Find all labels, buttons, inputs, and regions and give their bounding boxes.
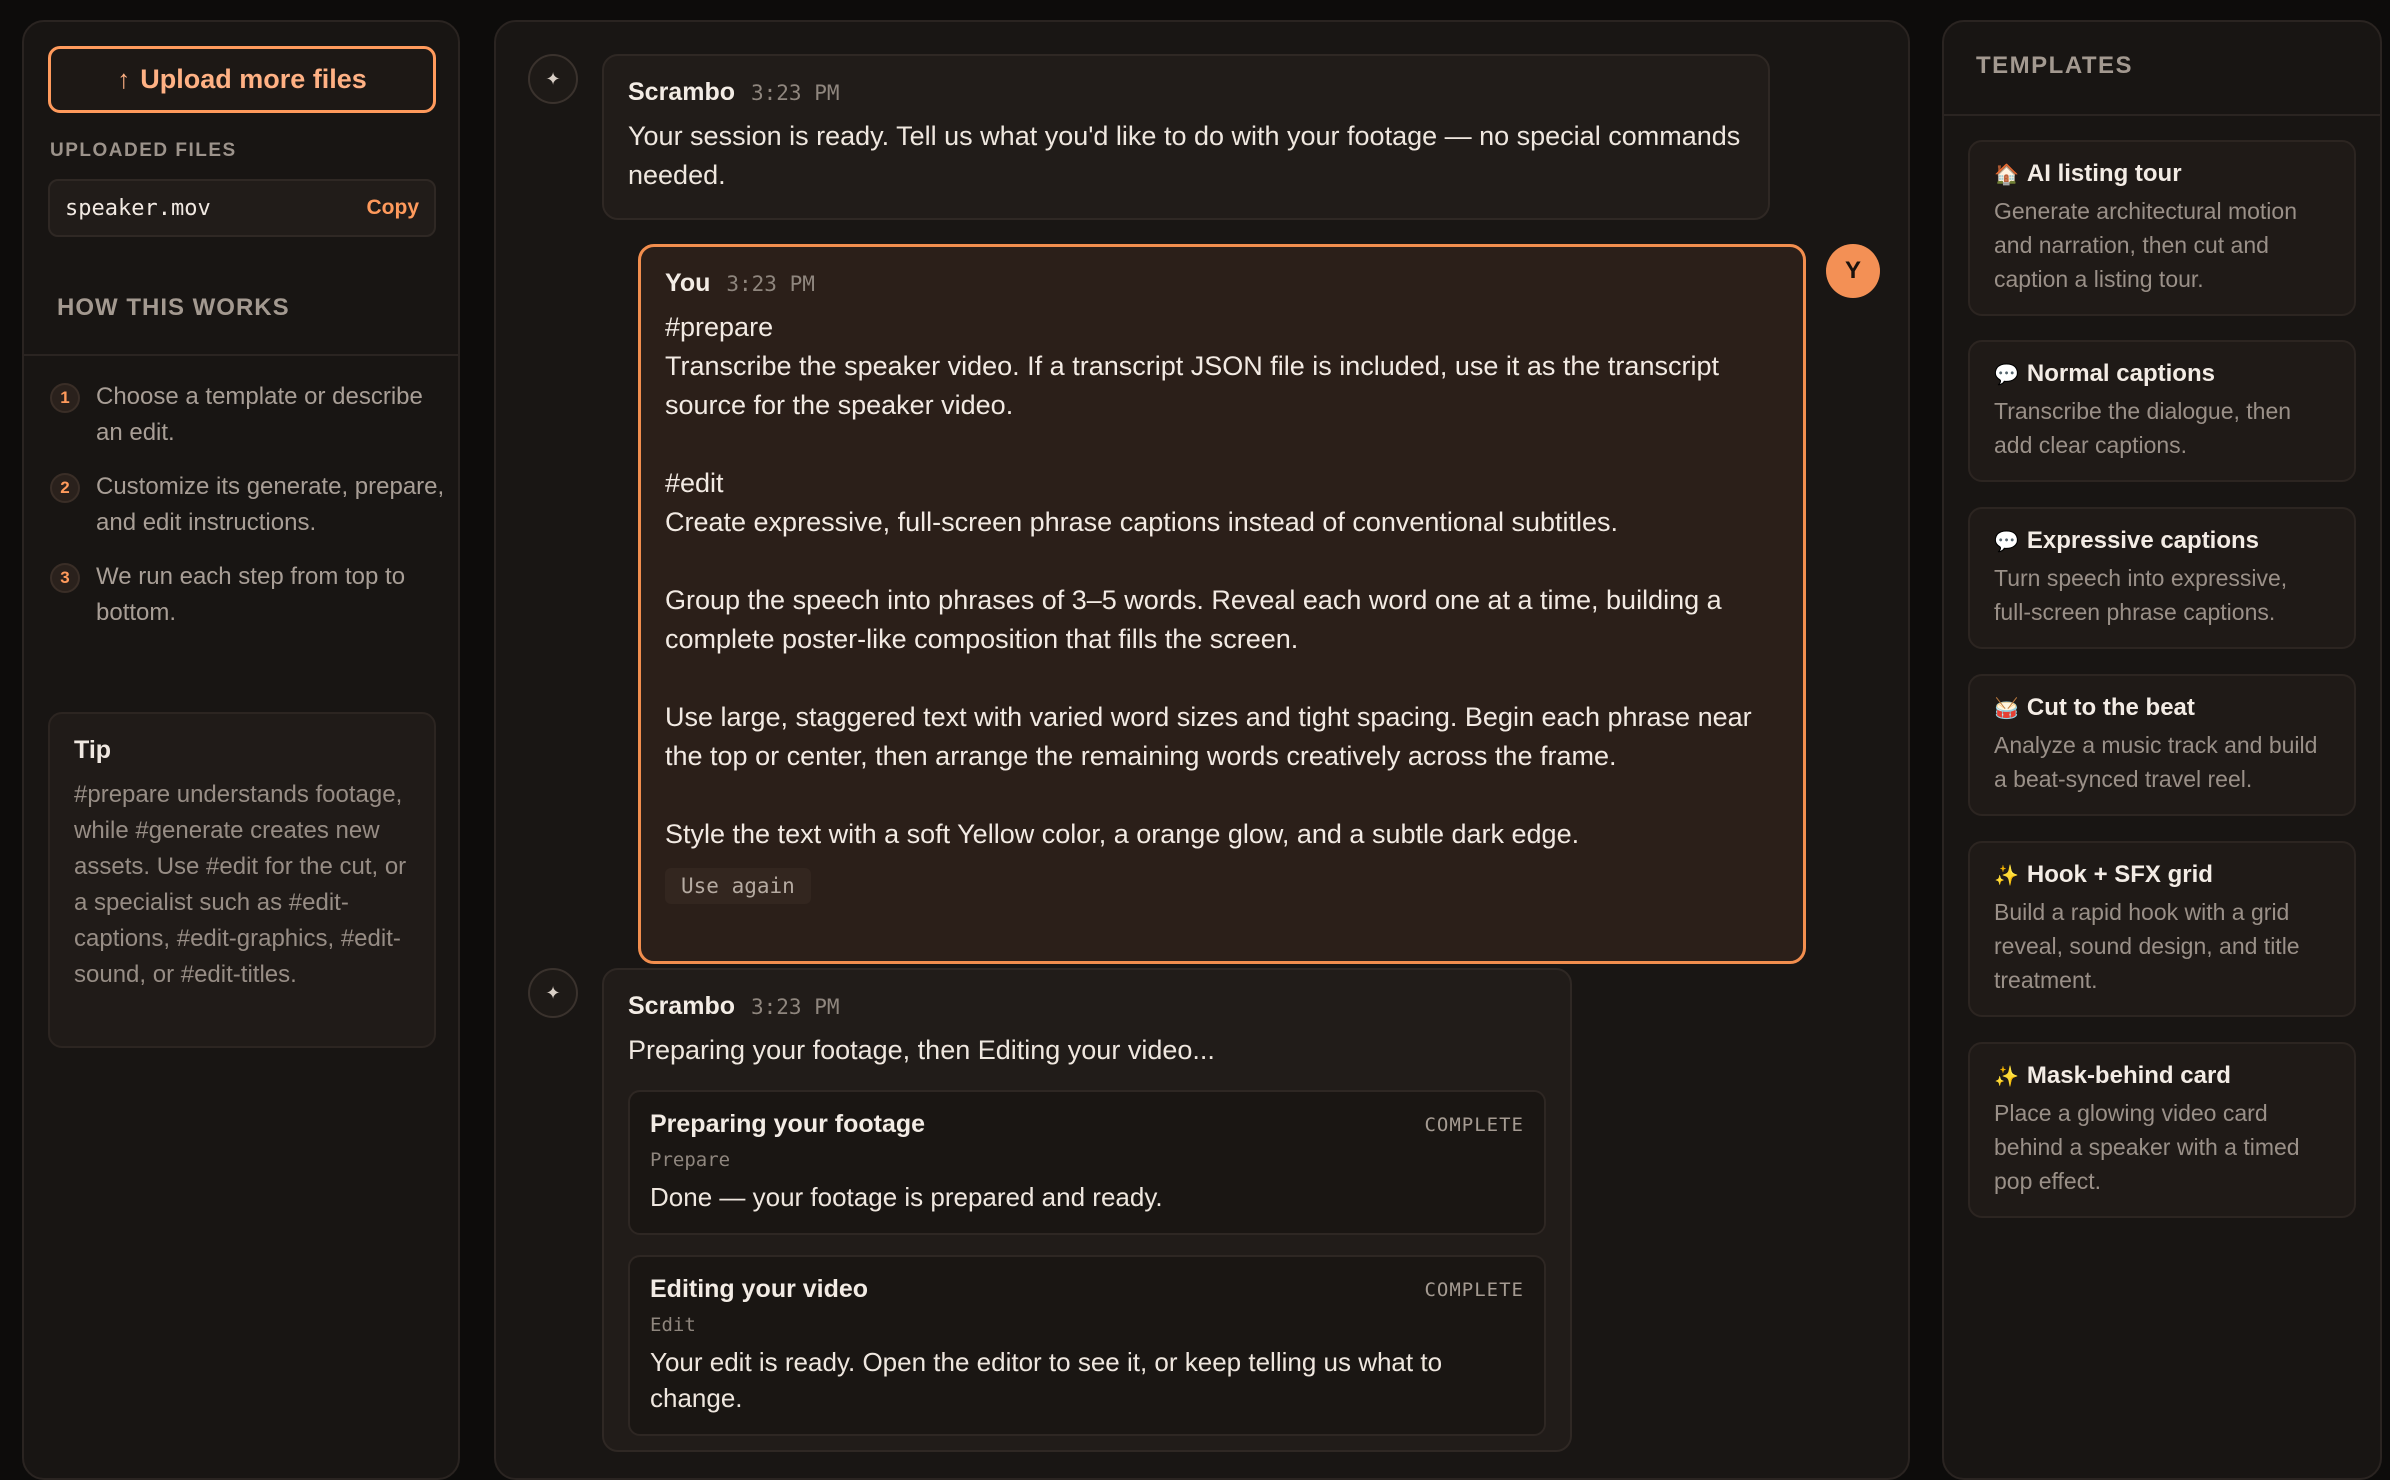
- task-card: [628, 1090, 1546, 1235]
- template-description: Turn speech into expressive, full-screen phrase captions.: [1994, 565, 2288, 625]
- template-hook-sfx-grid[interactable]: [1968, 841, 2356, 1017]
- copy-button[interactable]: Copy: [366, 196, 419, 219]
- steps-list: [50, 379, 450, 649]
- how-this-works-title: HOW THIS WORKS: [57, 294, 290, 321]
- template-ai-listing-tour[interactable]: [1968, 140, 2356, 316]
- task-result: Done — your footage is prepared and ready.: [650, 1182, 1163, 1212]
- message-time: 3:23 PM: [726, 272, 815, 296]
- template-description: Transcribe the dialogue, then add clear captions.: [1994, 398, 2292, 458]
- status-badge: COMPLETE: [1424, 1113, 1524, 1136]
- template-description: Analyze a music track and build a beat-synced travel reel.: [1994, 732, 2318, 792]
- user-message: [638, 244, 1806, 964]
- task-card: [628, 1255, 1546, 1436]
- user-avatar: Y: [1826, 244, 1880, 298]
- tip-title: Tip: [74, 736, 112, 764]
- step-number: 2: [50, 473, 80, 503]
- message-text: Your session is ready. Tell us what you'd like to do with your footage — no special commands needed.: [628, 121, 1741, 190]
- divider: [24, 354, 458, 356]
- uploaded-file-row: [48, 179, 436, 237]
- uploaded-files-label: UPLOADED FILES: [50, 140, 237, 161]
- template-title: AI listing tour: [2026, 160, 2182, 187]
- sender-name: Scrambo: [628, 78, 735, 106]
- message-paragraph: Group the speech into phrases of 3–5 words. Reveal each word one at a time, building a complete poster-like composition that fills the screen.: [665, 585, 1722, 654]
- message-paragraph: Style the text with a soft Yellow color, a orange glow, and a subtle dark edge.: [665, 819, 1580, 849]
- step-number: 3: [50, 563, 80, 593]
- message-text: Preparing your footage, then Editing your video...: [628, 1035, 1215, 1065]
- task-title: Editing your video: [650, 1275, 869, 1303]
- template-title: Normal captions: [2026, 360, 2215, 387]
- status-badge: COMPLETE: [1424, 1278, 1524, 1301]
- step-item: [50, 379, 450, 451]
- templates-header: TEMPLATES: [1976, 52, 2134, 79]
- chat-panel: [494, 20, 1910, 1480]
- house-icon: 🏠: [1994, 163, 2019, 186]
- template-title: Cut to the beat: [2026, 694, 2195, 721]
- template-normal-captions[interactable]: [1968, 340, 2356, 482]
- upload-button-label: Upload more files: [140, 64, 367, 94]
- step-text: Choose a template or describe an edit.: [96, 383, 423, 446]
- sparkle-icon: ✦: [528, 54, 578, 104]
- template-mask-behind-card[interactable]: [1968, 1042, 2356, 1218]
- templates-panel: [1942, 20, 2382, 1480]
- template-title: Mask-behind card: [2026, 1062, 2231, 1089]
- template-title: Expressive captions: [2026, 527, 2260, 554]
- bot-message: [602, 54, 1770, 220]
- task-step: Prepare: [650, 1149, 731, 1171]
- tip-card: [48, 712, 436, 1048]
- message-time: 3:23 PM: [750, 995, 840, 1019]
- divider: [1944, 114, 2380, 116]
- template-description: Build a rapid hook with a grid reveal, sound design, and title treatment.: [1994, 899, 2300, 993]
- step-item: [50, 469, 450, 541]
- tip-body: #prepare understands footage, while #generate creates new assets. Use #edit for the cut, or a specialist such as #edit-captions, #edit-graphics, #edit-sound, or #edit-titles.: [74, 781, 407, 988]
- bot-message: [602, 968, 1572, 1452]
- step-number: 1: [50, 383, 80, 413]
- message-time: 3:23 PM: [750, 81, 840, 105]
- upload-more-files-button[interactable]: [48, 46, 436, 113]
- arrow-up-icon: ↑: [117, 64, 131, 94]
- left-panel: [22, 20, 460, 1480]
- template-expressive-captions[interactable]: [1968, 507, 2356, 649]
- template-cut-to-the-beat[interactable]: [1968, 674, 2356, 816]
- file-name: speaker.mov: [65, 195, 211, 221]
- speech-bubble-icon: 💬: [1994, 363, 2019, 386]
- sender-name: You: [665, 269, 711, 297]
- sparkles-icon: ✨: [1994, 864, 2019, 887]
- sparkle-icon: ✦: [528, 968, 578, 1018]
- message-paragraph: #edit Create expressive, full-screen phrase captions instead of conventional subtitles.: [665, 468, 1619, 537]
- speech-bubble-icon: 💬: [1994, 530, 2019, 553]
- use-again-button[interactable]: Use again: [665, 868, 811, 904]
- sparkles-icon: ✨: [1994, 1065, 2019, 1088]
- template-title: Hook + SFX grid: [2026, 861, 2213, 888]
- message-paragraph: Use large, staggered text with varied word sizes and tight spacing. Begin each phrase near the top or center, then arrange the remaining words creatively across the frame.: [665, 702, 1752, 771]
- step-text: Customize its generate, prepare, and edit instructions.: [96, 473, 445, 536]
- template-description: Generate architectural motion and narration, then cut and caption a listing tour.: [1994, 198, 2297, 292]
- drum-icon: 🥁: [1994, 697, 2019, 720]
- template-description: Place a glowing video card behind a speaker with a timed pop effect.: [1994, 1100, 2300, 1194]
- sender-name: Scrambo: [628, 992, 735, 1020]
- task-step: Edit: [650, 1314, 696, 1336]
- message-paragraph: #prepare Transcribe the speaker video. If a transcript JSON file is included, use it as the transcript source for the speaker video.: [665, 312, 1719, 420]
- step-item: [50, 559, 450, 631]
- step-text: We run each step from top to bottom.: [96, 563, 406, 626]
- task-title: Preparing your footage: [650, 1110, 926, 1138]
- task-result: Your edit is ready. Open the editor to see it, or keep telling us what to change.: [650, 1347, 1443, 1413]
